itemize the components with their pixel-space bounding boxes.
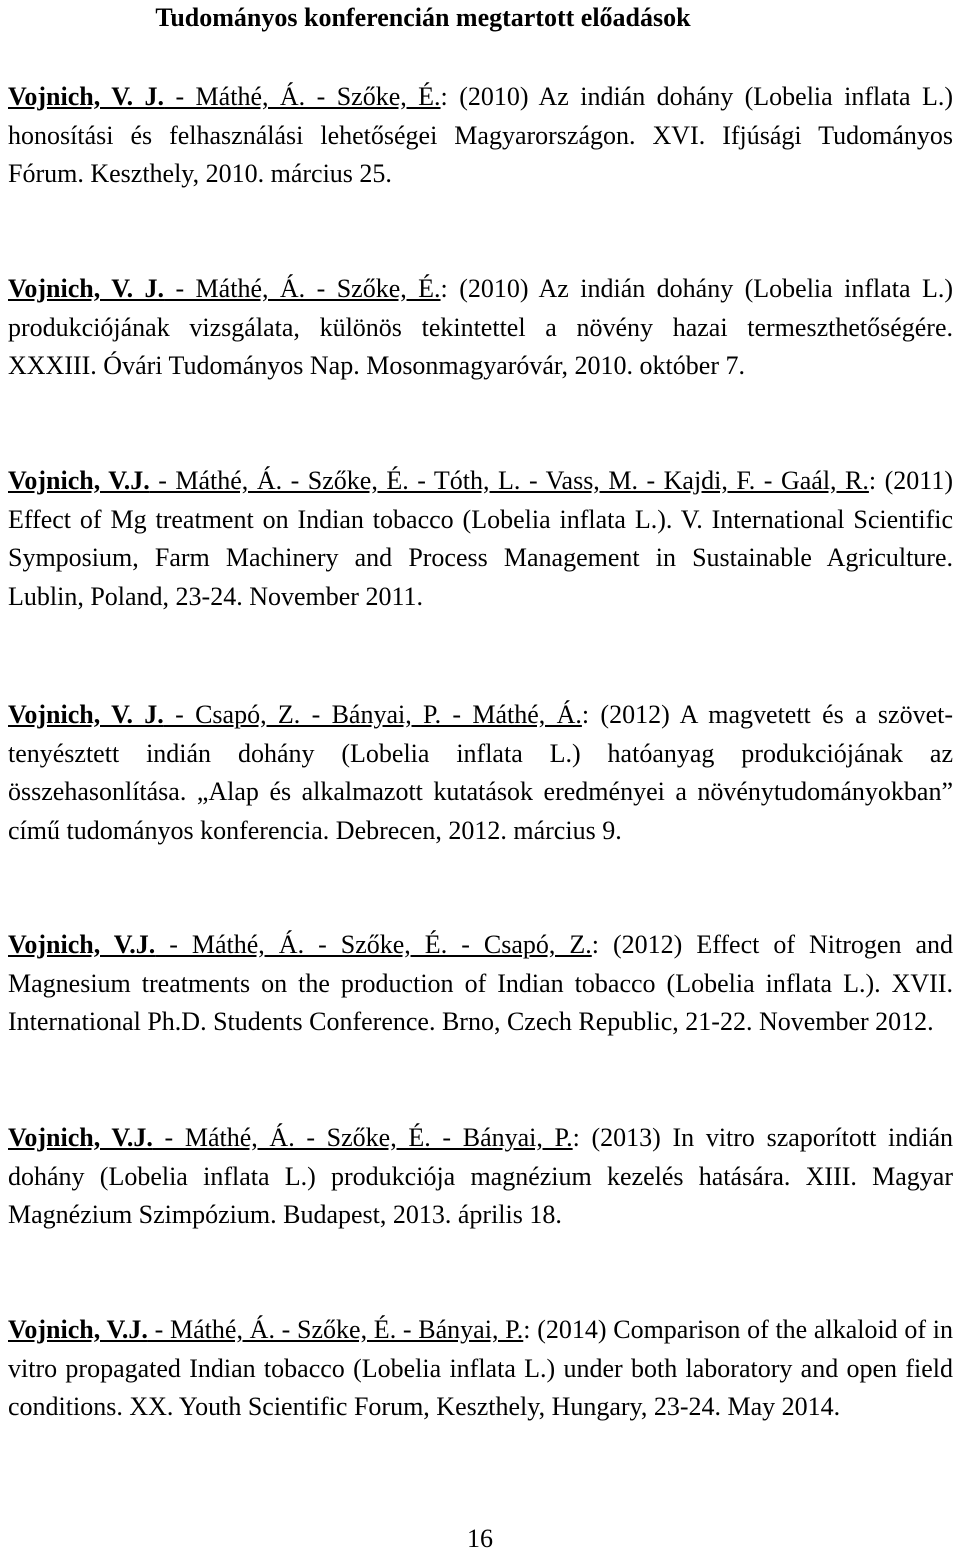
reference-entry-7: [8, 1311, 953, 1427]
entry-authors: [8, 1123, 573, 1152]
entry-text: : (2014) Comparison of the alkaloid of in vitro propagated Indian tobacco (Lobelia inflata L.) under both laboratory and open field conditions. XX. Youth Scientific Forum, Keszthely, Hungary, 23-24. May 2014.: [8, 1315, 954, 1421]
entry-text: : (2011) Effect of Mg treatment on Indian tobacco (Lobelia inflata L.). V. International Scientific Symposium, Farm Machinery and Process Management in Sustainable Agriculture. Lublin, Poland, 23-24. November 2011.: [8, 466, 953, 611]
reference-entry-4: [8, 696, 953, 850]
reference-entry-6: [8, 1119, 953, 1235]
first-author: Vojnich, V.J.: [8, 930, 156, 959]
entry-text: : (2012) A magvetett és a szövet-tenyésztett indián dohány (Lobelia inflata L.) hatóanyag produkciójának az összehasonlítása. „Alap és alkalmazott kutatások eredményei a növénytudományokban” című tudományos konferencia. Debrecen, 2012. március 9.: [8, 700, 953, 845]
co-authors: - Máthé, Á. - Szőke, É. - Tóth, L. - Vass, M. - Kajdi, F. - Gaál, R.: [149, 466, 869, 495]
entry-authors: [8, 466, 869, 495]
page-number: 16: [467, 1524, 493, 1553]
co-authors: - Máthé, Á. - Szőke, É. - Csapó, Z.: [155, 930, 592, 959]
first-author: Vojnich, V. J.: [8, 700, 164, 729]
reference-entry-2: [8, 270, 953, 386]
co-authors: - Máthé, Á. - Szőke, É. - Bányai, P.: [152, 1123, 573, 1152]
first-author: Vojnich, V. J.: [8, 82, 165, 111]
document-page: [8, 0, 954, 1421]
entry-authors: [8, 82, 441, 111]
entry-text: : (2013) In vitro szaporított indián dohány (Lobelia inflata L.) produkciója magnézium kezelés hatására. XIII. Magyar Magnézium Szimpózium. Budapest, 2013. április 18.: [8, 1123, 953, 1229]
co-authors: - Máthé, Á. - Szőke, É.: [164, 82, 441, 111]
entry-authors: [8, 1315, 523, 1344]
entry-text: : (2010) Az indián dohány (Lobelia inflata L.) honosítási és felhasználási lehetőségei Magyarországon. XVI. Ifjúsági Tudományos Fórum. Keszthely, 2010. március 25.: [8, 82, 954, 188]
first-author: Vojnich, V.J.: [8, 1123, 153, 1152]
first-author: Vojnich, V. J.: [8, 274, 165, 303]
reference-entry-5: [8, 926, 953, 1042]
entry-authors: [8, 274, 441, 303]
entry-authors: [8, 930, 592, 959]
entry-text: : (2012) Effect of Nitrogen and Magnesium treatments on the production of Indian tobacco (Lobelia inflata L.). XVII. International Ph.D. Students Conference. Brno, Czech Republic, 21-22. November 2012.: [8, 930, 953, 1036]
entry-authors: [8, 700, 582, 729]
first-author: Vojnich, V.J.: [8, 1315, 148, 1344]
co-authors: - Csapó, Z. - Bányai, P. - Máthé, Á.: [163, 700, 582, 729]
reference-entry-1: [8, 78, 953, 194]
entry-text: : (2010) Az indián dohány (Lobelia inflata L.) produkciójának vizsgálata, különös tekintettel a növény hazai termeszthetőségére. XXXIII. Óvári Tudományos Nap. Mosonmagyaróvár, 2010. október 7.: [8, 274, 954, 380]
co-authors: - Máthé, Á. - Szőke, É. - Bányai, P.: [147, 1315, 524, 1344]
first-author: Vojnich, V.J.: [8, 466, 150, 495]
section-heading: Tudományos konferencián megtartott előadások: [155, 3, 691, 32]
co-authors: - Máthé, Á. - Szőke, É.: [164, 274, 441, 303]
reference-entry-3: [8, 462, 953, 616]
